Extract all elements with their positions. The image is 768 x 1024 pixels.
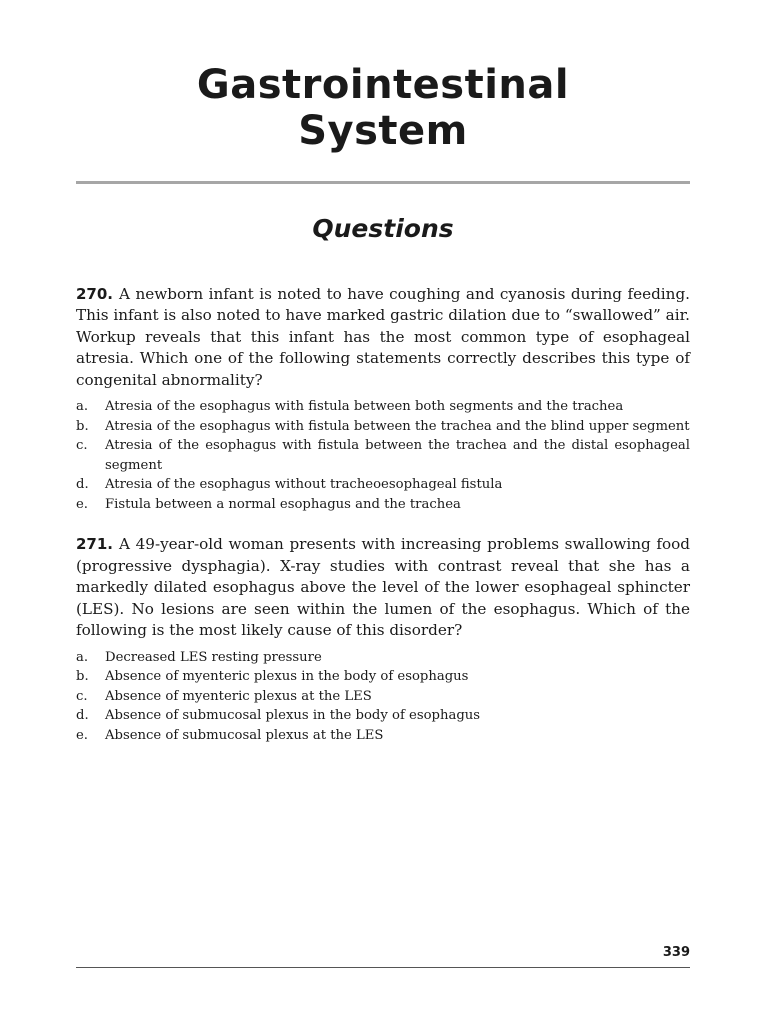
question-number: 271. (76, 535, 114, 554)
option-text: Atresia of the esophagus with fistula between the trachea and the blind upper segment (105, 418, 690, 434)
page-number: 339 (662, 945, 690, 960)
option-letter: e. (76, 496, 88, 512)
option-letter: a. (76, 399, 89, 415)
option-letter: d. (76, 477, 89, 493)
option-text: Absence of myenteric plexus in the body of esophagus (105, 669, 469, 685)
option-letter: c. (76, 438, 88, 454)
option-text: Absence of submucosal plexus at the LES (105, 727, 384, 743)
answer-option (76, 436, 690, 475)
option-text: Atresia of the esophagus without tracheoesophageal fistula (105, 477, 503, 493)
option-text: Fistula between a normal esophagus and the trachea (105, 496, 461, 512)
option-letter: b. (76, 669, 89, 685)
answer-options-271 (76, 648, 690, 746)
option-text: Absence of myenteric plexus at the LES (105, 688, 372, 704)
answer-option (76, 648, 690, 668)
footer-divider (76, 967, 690, 968)
option-text: Atresia of the esophagus with fistula between the trachea and the distal esophageal segment (105, 438, 690, 473)
question-stem: A 49-year-old woman presents with increasing problems swallowing food (progressive dysphagia). X-ray studies with contrast reveal that she has a markedly dilated esophagus above the level of the lower esophageal sphincter (LES). No lesions are seen within the lumen of the esophagus. Which of the following is the most likely cause of this disorder? (76, 535, 690, 640)
title-divider (76, 181, 690, 184)
answer-option (76, 397, 690, 417)
chapter-title-line-1: Gastrointestinal (196, 62, 570, 108)
option-text: Atresia of the esophagus with fistula between both segments and the trachea (105, 399, 624, 415)
option-letter: d. (76, 708, 89, 724)
answer-option (76, 706, 690, 726)
option-letter: e. (76, 727, 88, 743)
chapter-title-line-2: System (298, 108, 468, 154)
question-270 (76, 284, 690, 392)
answer-option (76, 475, 690, 495)
option-letter: c. (76, 688, 88, 704)
option-letter: a. (76, 649, 89, 665)
question-stem: A newborn infant is noted to have coughing and cyanosis during feeding. This infant is also noted to have marked gastric dilation due to “swallowed” air. Workup reveals that this infant has the most common type of esophageal atresia. Which one of the following statements correctly describes this type of congenital abnormality? (76, 284, 690, 389)
question-271 (76, 534, 690, 642)
answer-option (76, 667, 690, 687)
answer-option (76, 726, 690, 746)
answer-option (76, 687, 690, 707)
question-number: 270. (76, 284, 114, 303)
option-letter: b. (76, 418, 89, 434)
option-text: Decreased LES resting pressure (105, 649, 322, 665)
chapter-title (76, 62, 690, 154)
page-content (76, 0, 690, 745)
option-text: Absence of submucosal plexus in the body of esophagus (105, 708, 481, 724)
answer-option (76, 495, 690, 515)
answer-option (76, 417, 690, 437)
answer-options-270 (76, 397, 690, 514)
section-title: Questions (312, 213, 454, 243)
